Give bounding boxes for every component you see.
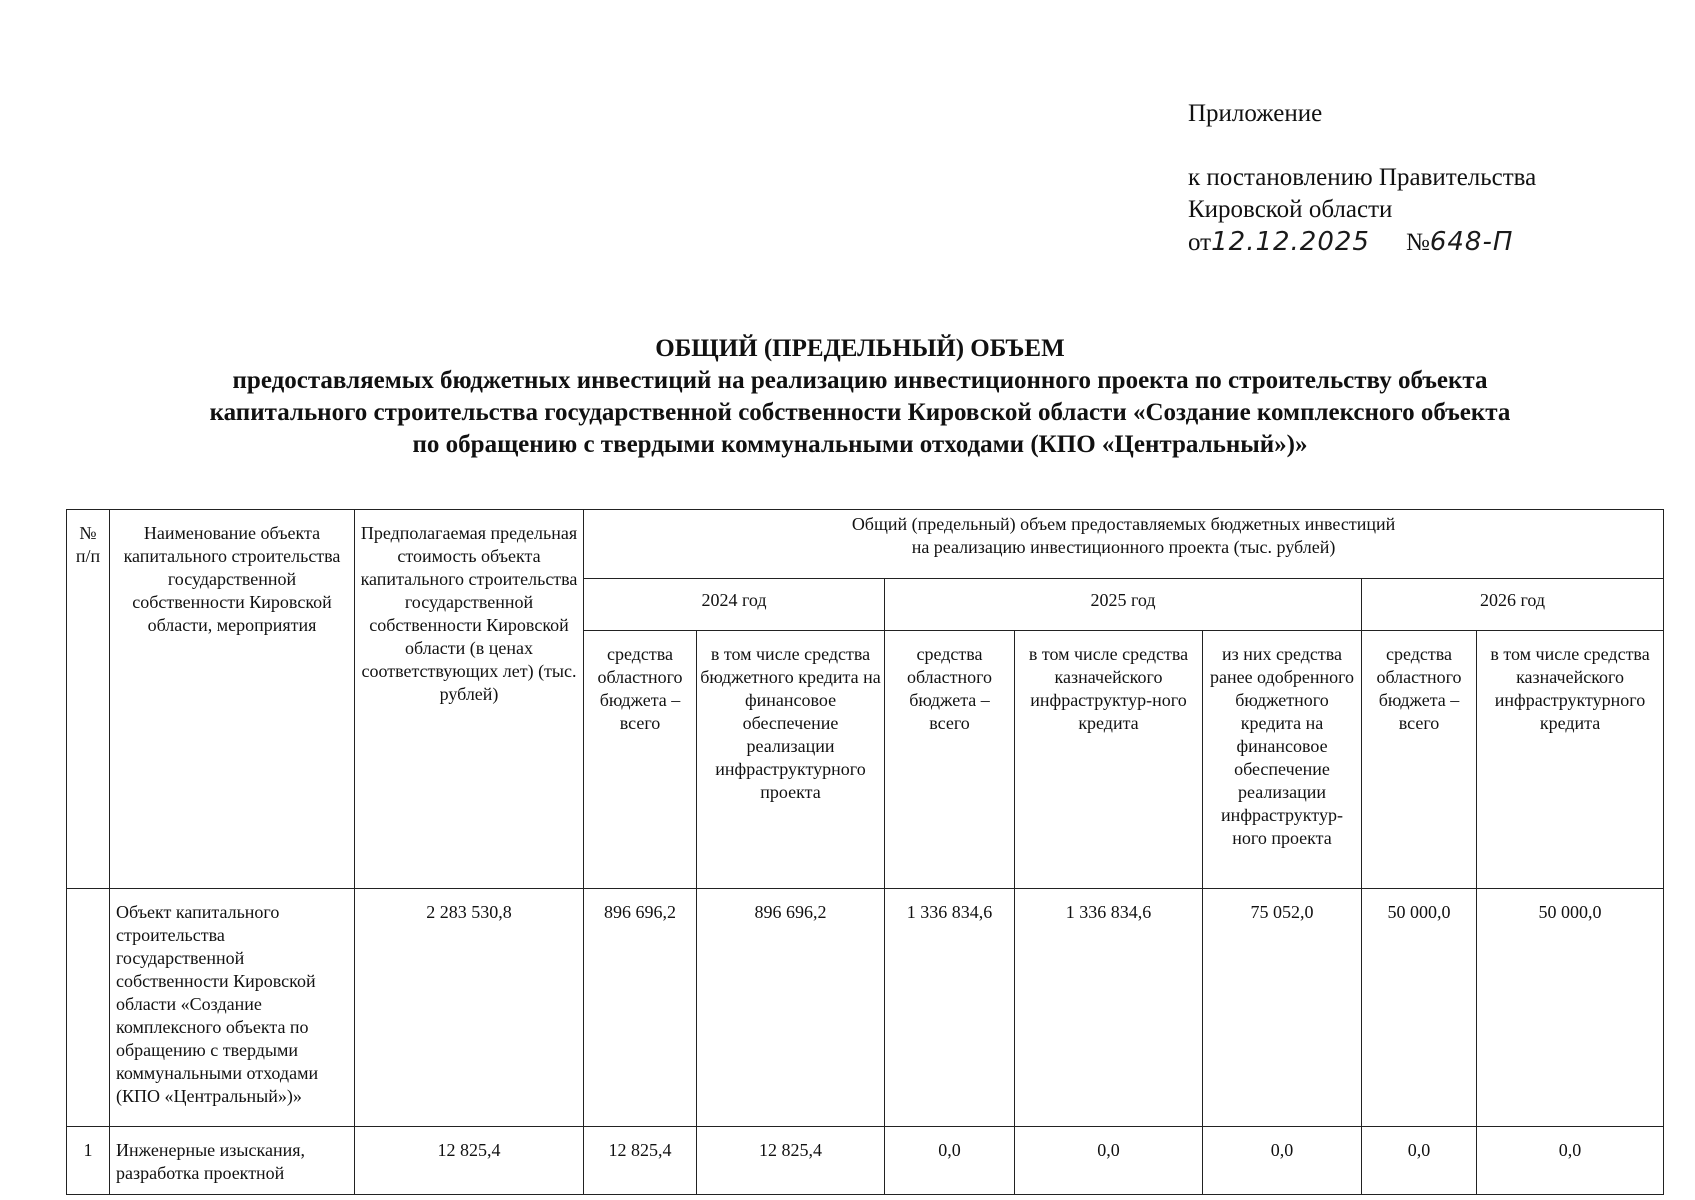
- header-cost: Предполагаемая предельная стоимость объекта капитального строительства государственной собственности Кировской области (в ценах соответствующих лет) (тыс. рублей): [355, 510, 584, 889]
- cell-name: Объект капитального строительства государственной собственности Кировской области «Создание комплексного объекта по обращению с твердыми коммунальными отходами (КПО «Центральный»)»: [110, 889, 355, 1127]
- cell-name: Инженерные изыскания, разработка проектной: [110, 1127, 355, 1195]
- cell-2025-prev-credit: 75 052,0: [1203, 889, 1362, 1127]
- header-2025-prev-credit: из них средства ранее одобренного бюджетного кредита на финансовое обеспечение реализации инфраструктур-ного проекта: [1203, 631, 1362, 889]
- document-title: [60, 333, 1660, 461]
- cell-2025-total: 0,0: [885, 1127, 1015, 1195]
- cell-2025-credit: 1 336 834,6: [1015, 889, 1203, 1127]
- cell-2024-credit: 12 825,4: [697, 1127, 885, 1195]
- appendix-label: Приложение: [1188, 100, 1323, 127]
- table-row: [67, 889, 1664, 1127]
- cell-2026-credit: 50 000,0: [1477, 889, 1664, 1127]
- header-2026-total: средства областного бюджета – всего: [1362, 631, 1477, 889]
- appendix-date-line: [1188, 226, 1536, 259]
- appendix-line-1: к постановлению Правительства: [1188, 164, 1537, 191]
- header-total-line-2: на реализацию инвестиционного проекта (тыс. рублей): [911, 537, 1336, 557]
- header-total-line-1: Общий (предельный) объем предоставляемых бюджетных инвестиций: [851, 514, 1396, 534]
- header-2024-credit: в том числе средства бюджетного кредита на финансовое обеспечение реализации инфраструктурного проекта: [697, 631, 885, 889]
- title-line-3: по обращению с твердыми коммунальными отходами (КПО «Центральный»)»: [412, 431, 1308, 458]
- title-line-2: капитального строительства государственной собственности Кировской области «Создание комплексного объекта: [209, 399, 1511, 426]
- header-total: [584, 510, 1664, 579]
- cell-2026-credit: 0,0: [1477, 1127, 1664, 1195]
- header-2026-credit: в том числе средства казначейского инфраструктурного кредита: [1477, 631, 1664, 889]
- header-year-2026: 2026 год: [1362, 579, 1664, 631]
- header-2025-total: средства областного бюджета – всего: [885, 631, 1015, 889]
- header-2024-total: средства областного бюджета – всего: [584, 631, 697, 889]
- cell-num: [67, 889, 110, 1127]
- table-row: [67, 1127, 1664, 1195]
- cell-2026-total: 0,0: [1362, 1127, 1477, 1195]
- cell-num: 1: [67, 1127, 110, 1195]
- cell-2025-credit: 0,0: [1015, 1127, 1203, 1195]
- number-prefix: №: [1405, 229, 1430, 256]
- cell-2026-total: 50 000,0: [1362, 889, 1477, 1127]
- cell-2024-credit: 896 696,2: [697, 889, 885, 1127]
- title-heading: ОБЩИЙ (ПРЕДЕЛЬНЫЙ) ОБЪЕМ: [655, 335, 1065, 362]
- appendix-line-2: Кировской области: [1188, 196, 1393, 223]
- handwritten-date: 12.12.2025: [1211, 227, 1370, 257]
- header-year-2025: 2025 год: [885, 579, 1362, 631]
- appendix-spacer: [1188, 130, 1536, 162]
- header-year-2024: 2024 год: [584, 579, 885, 631]
- header-num: № п/п: [67, 510, 110, 889]
- cell-cost: 12 825,4: [355, 1127, 584, 1195]
- cell-2025-total: 1 336 834,6: [885, 889, 1015, 1127]
- header-name: Наименование объекта капитального строительства государственной собственности Кировской области, мероприятия: [110, 510, 355, 889]
- handwritten-number: 648-П: [1429, 227, 1514, 257]
- cell-2025-prev-credit: 0,0: [1203, 1127, 1362, 1195]
- date-prefix: от: [1188, 229, 1212, 256]
- cell-cost: 2 283 530,8: [355, 889, 584, 1127]
- header-2025-credit: в том числе средства казначейского инфраструктур-ного кредита: [1015, 631, 1203, 889]
- cell-2024-total: 12 825,4: [584, 1127, 697, 1195]
- appendix-block: [1188, 98, 1536, 259]
- title-line-1: предоставляемых бюджетных инвестиций на реализацию инвестиционного проекта по строительству объекта: [232, 367, 1488, 394]
- cell-2024-total: 896 696,2: [584, 889, 697, 1127]
- budget-table: [66, 509, 1664, 1195]
